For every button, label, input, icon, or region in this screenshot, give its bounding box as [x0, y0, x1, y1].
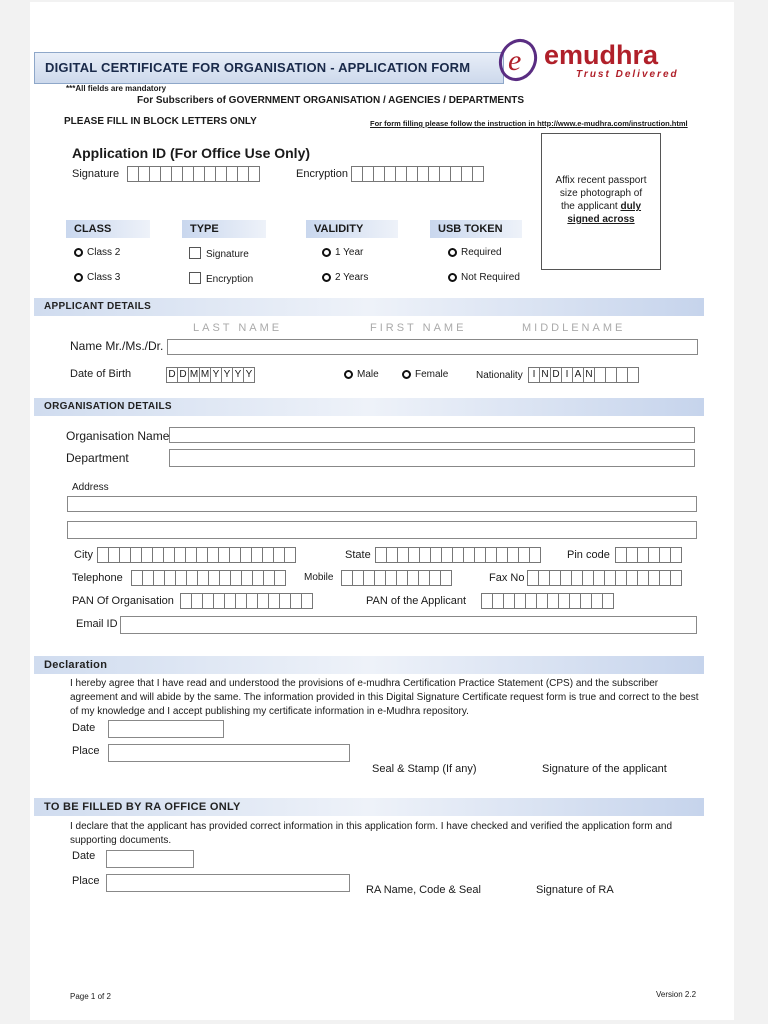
middle-name-hint: MIDDLENAME: [522, 322, 626, 334]
block-letters-note: PLEASE FILL IN BLOCK LETTERS ONLY: [64, 116, 257, 127]
radio-icon: [74, 248, 83, 257]
box-cell[interactable]: [670, 547, 682, 563]
applicant-details-heading: APPLICANT DETAILS: [44, 301, 152, 312]
box-cell[interactable]: M: [199, 367, 211, 383]
box-cell[interactable]: D: [166, 367, 178, 383]
type-signature-label: Signature: [206, 249, 249, 260]
ra-signature-label: Signature of RA: [536, 884, 614, 896]
validity-tag: [306, 220, 398, 238]
email-input[interactable]: [120, 616, 697, 634]
class-2-label: Class 2: [87, 247, 121, 258]
box-cell[interactable]: [529, 547, 541, 563]
declaration-date-label: Date: [72, 722, 96, 734]
telephone-boxes[interactable]: [132, 570, 286, 586]
male-label: Male: [357, 369, 379, 380]
radio-icon: [74, 273, 83, 282]
declaration-band: [34, 656, 704, 674]
class-title: CLASS: [74, 223, 112, 235]
department-label: Department: [66, 451, 129, 465]
class-2-option[interactable]: [74, 247, 120, 258]
organisation-details-band: [34, 398, 704, 416]
mobile-boxes[interactable]: [342, 570, 452, 586]
declaration-heading: Declaration: [44, 659, 108, 671]
last-name-hint: LAST NAME: [193, 322, 283, 334]
version-label: Version 2.2: [656, 990, 697, 999]
male-option[interactable]: [344, 369, 379, 380]
type-title: TYPE: [190, 223, 219, 235]
box-cell[interactable]: Y: [243, 367, 255, 383]
box-cell[interactable]: M: [188, 367, 200, 383]
usb-required-option[interactable]: [448, 247, 502, 258]
email-label: Email ID: [76, 618, 118, 630]
usb-title: USB TOKEN: [438, 223, 503, 235]
mandatory-note: ***All fields are mandatory: [66, 84, 167, 93]
address-line1-input[interactable]: [67, 496, 697, 512]
usb-not-required-label: Not Required: [461, 272, 520, 283]
box-cell[interactable]: [440, 570, 452, 586]
name-label: Name Mr./Ms./Dr.: [70, 339, 164, 353]
subscribers-line: For Subscribers of GOVERNMENT ORGANISATION / AGENCIES / DEPARTMENTS: [137, 95, 525, 106]
box-cell[interactable]: Y: [232, 367, 244, 383]
declaration-place-input[interactable]: [108, 744, 350, 762]
form-title-bar: [34, 52, 504, 84]
pin-boxes[interactable]: [616, 547, 682, 563]
usb-not-required-option[interactable]: [448, 272, 520, 283]
photo-line2: size photograph of: [559, 188, 643, 199]
nationality-boxes[interactable]: [529, 367, 639, 383]
photo-line3-bold: duly: [620, 201, 642, 212]
photo-line1: Affix recent passport: [555, 175, 647, 186]
box-cell[interactable]: I: [561, 367, 573, 383]
checkbox-icon: [189, 247, 201, 259]
applicant-details-band: [34, 298, 704, 316]
name-input[interactable]: [167, 339, 698, 355]
declaration-date-input[interactable]: [108, 720, 224, 738]
validity-1-year-option[interactable]: [322, 247, 363, 258]
ra-text: I declare that the applicant has provided correct information in this application form. I have checked and verified the application form and supporting documents.: [70, 821, 673, 846]
type-encryption-label: Encryption: [206, 274, 254, 285]
signature-label: Signature: [72, 168, 120, 180]
fax-boxes[interactable]: [528, 570, 682, 586]
form-title: DIGITAL CERTIFICATE FOR ORGANISATION - APPLICATION FORM: [45, 60, 471, 75]
box-cell[interactable]: D: [177, 367, 189, 383]
photo-line4: signed across: [567, 214, 635, 225]
pin-label: Pin code: [567, 549, 610, 561]
female-label: Female: [415, 369, 449, 380]
address-line2-input[interactable]: [67, 521, 697, 539]
ra-date-input[interactable]: [106, 850, 194, 868]
instruction-link[interactable]: For form filling please follow the instruction in http://www.e-mudhra.com/instruction.html: [370, 119, 688, 128]
signature-id-boxes[interactable]: [128, 166, 260, 182]
dob-label: Date of Birth: [70, 368, 132, 380]
box-cell[interactable]: N: [539, 367, 551, 383]
pan-org-boxes[interactable]: [181, 593, 313, 609]
box-cell[interactable]: [602, 593, 614, 609]
photo-box: [541, 133, 661, 270]
radio-icon: [322, 273, 331, 282]
box-cell[interactable]: Y: [210, 367, 222, 383]
declaration-text: I hereby agree that I have read and understood the provisions of e-mudhra Certification Practice Statement (CPS) and the subscriber agreement and will abide by the same. The information provided in this Digital Signature Certificate request form is true and correct to the best of my knowledge and I accept publishing my certificate information in e-Mudhra repository.: [70, 678, 699, 717]
type-signature-option[interactable]: [189, 247, 249, 260]
class-3-option[interactable]: [74, 272, 120, 283]
box-cell[interactable]: [284, 547, 296, 563]
ra-heading: TO BE FILLED BY RA OFFICE ONLY: [44, 801, 241, 813]
pan-applicant-label: PAN of the Applicant: [366, 595, 467, 607]
ra-place-input[interactable]: [106, 874, 350, 892]
box-cell[interactable]: [274, 570, 286, 586]
logo-tagline: Trust Delivered: [576, 69, 679, 80]
checkbox-icon: [189, 272, 201, 284]
box-cell[interactable]: Y: [221, 367, 233, 383]
radio-icon: [448, 248, 457, 257]
encryption-label: Encryption: [296, 168, 348, 180]
mobile-label: Mobile: [304, 572, 334, 583]
type-tag: [182, 220, 266, 238]
pan-org-label: PAN Of Organisation: [72, 595, 174, 607]
department-input[interactable]: [169, 449, 695, 467]
ra-name-seal-label: RA Name, Code & Seal: [366, 884, 481, 896]
seal-stamp-label: Seal & Stamp (If any): [372, 763, 477, 775]
validity-2-years-label: 2 Years: [335, 272, 369, 283]
radio-icon: [322, 248, 331, 257]
ra-place-label: Place: [72, 875, 100, 887]
telephone-label: Telephone: [72, 572, 123, 584]
validity-1-year-label: 1 Year: [335, 247, 364, 258]
validity-2-years-option[interactable]: [322, 272, 368, 283]
box-cell[interactable]: I: [528, 367, 540, 383]
class-3-label: Class 3: [87, 272, 121, 283]
application-id-heading: Application ID (For Office Use Only): [72, 145, 311, 161]
validity-title: VALIDITY: [314, 223, 364, 235]
declaration-place-label: Place: [72, 745, 100, 757]
ra-date-label: Date: [72, 850, 96, 862]
page-number: Page 1 of 2: [70, 992, 111, 1001]
usb-tag: [430, 220, 522, 238]
organisation-details-heading: ORGANISATION DETAILS: [44, 401, 172, 412]
org-name-input[interactable]: [169, 427, 695, 443]
city-label: City: [74, 549, 93, 561]
fax-label: Fax No: [489, 572, 525, 584]
state-boxes[interactable]: [376, 547, 541, 563]
ra-band: [34, 798, 704, 816]
dob-boxes[interactable]: [167, 367, 255, 383]
usb-required-label: Required: [461, 247, 502, 258]
pan-applicant-boxes[interactable]: [482, 593, 614, 609]
city-boxes[interactable]: [98, 547, 296, 563]
box-cell[interactable]: [301, 593, 313, 609]
box-cell[interactable]: [627, 367, 639, 383]
box-cell[interactable]: A: [572, 367, 584, 383]
photo-line3: the applicant: [560, 201, 618, 212]
female-option[interactable]: [402, 369, 448, 380]
radio-icon: [344, 370, 353, 379]
applicant-signature-label: Signature of the applicant: [542, 763, 667, 775]
logo-letter: e: [508, 44, 522, 77]
logo-name: emudhra: [544, 40, 659, 70]
box-cell[interactable]: [670, 570, 682, 586]
org-name-label: Organisation Name: [66, 429, 170, 443]
type-encryption-option[interactable]: [189, 272, 253, 285]
box-cell[interactable]: N: [583, 367, 595, 383]
encryption-id-boxes[interactable]: [352, 166, 484, 182]
box-cell[interactable]: D: [550, 367, 562, 383]
radio-icon: [448, 273, 457, 282]
first-name-hint: FIRST NAME: [370, 322, 467, 334]
class-tag: [66, 220, 150, 238]
address-label: Address: [72, 482, 109, 493]
emudhra-logo-icon: [496, 38, 540, 82]
nationality-label: Nationality: [476, 370, 523, 381]
state-label: State: [345, 549, 371, 561]
radio-icon: [402, 370, 411, 379]
